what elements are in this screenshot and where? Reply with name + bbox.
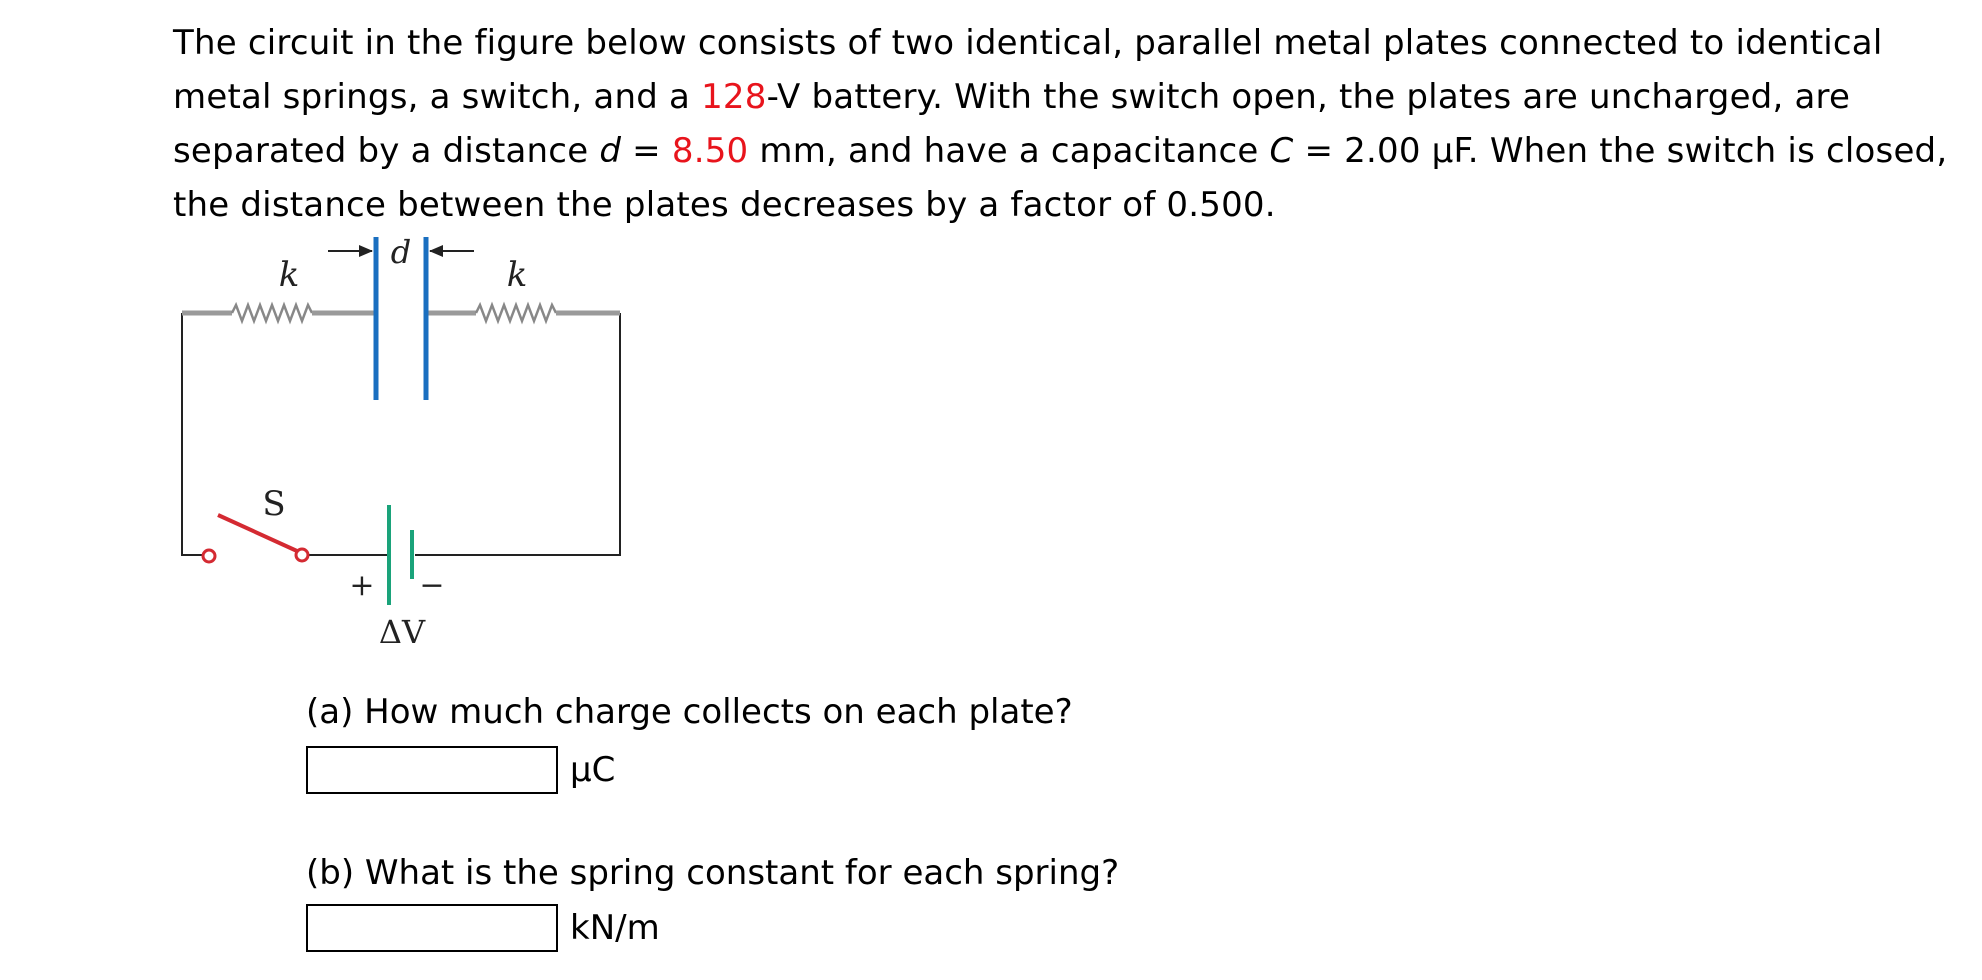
capacitance-symbol: C xyxy=(1269,131,1294,171)
problem-text-part: = 2.00 μF. When the switch is closed, the distance between the plates decreases by a factor of 0.500. xyxy=(173,131,1948,225)
gap-label: d xyxy=(390,233,412,271)
circuit-wire xyxy=(182,313,620,555)
problem-statement xyxy=(173,16,1973,232)
gap-arrowhead-left xyxy=(359,245,373,257)
question-a-text: (a) How much charge collects on each plate? xyxy=(306,692,1073,732)
problem-text-part: -V battery. With the switch open, the plates are uncharged, are separated by a distance xyxy=(173,77,1851,171)
switch-label: S xyxy=(262,484,286,524)
distance-symbol: d xyxy=(599,131,622,171)
battery-voltage-label: ΔV xyxy=(378,613,426,651)
left-spring xyxy=(232,305,312,321)
answer-row-b xyxy=(306,902,660,954)
spring-constant-answer-input[interactable] xyxy=(306,904,558,952)
charge-answer-input[interactable] xyxy=(306,746,558,794)
switch-contact-left xyxy=(203,550,215,562)
battery-plus-label: + xyxy=(349,568,375,603)
question-b-text: (b) What is the spring constant for each spring? xyxy=(306,853,1120,893)
plate-distance-value: 8.50 xyxy=(671,131,749,171)
circuit-diagram xyxy=(160,225,630,655)
gap-arrowhead-right xyxy=(429,245,443,257)
battery-voltage-value: 128 xyxy=(701,77,767,117)
spring-label-left: k xyxy=(278,255,300,295)
problem-text-part: mm, and have a capacitance xyxy=(748,131,1270,171)
charge-unit-label: μC xyxy=(570,750,616,790)
spring-constant-unit-label: kN/m xyxy=(570,908,660,948)
switch-contact-right xyxy=(296,549,308,561)
battery-minus-label: − xyxy=(419,568,445,603)
problem-text-part: The circuit in the figure below consists of two identical, parallel metal plates connected to identical metal springs, a switch, and a xyxy=(173,23,1883,117)
problem-text-part: = xyxy=(621,131,672,171)
spring-label-right: k xyxy=(506,255,528,295)
answer-row-a xyxy=(306,744,615,796)
right-spring xyxy=(476,305,556,321)
